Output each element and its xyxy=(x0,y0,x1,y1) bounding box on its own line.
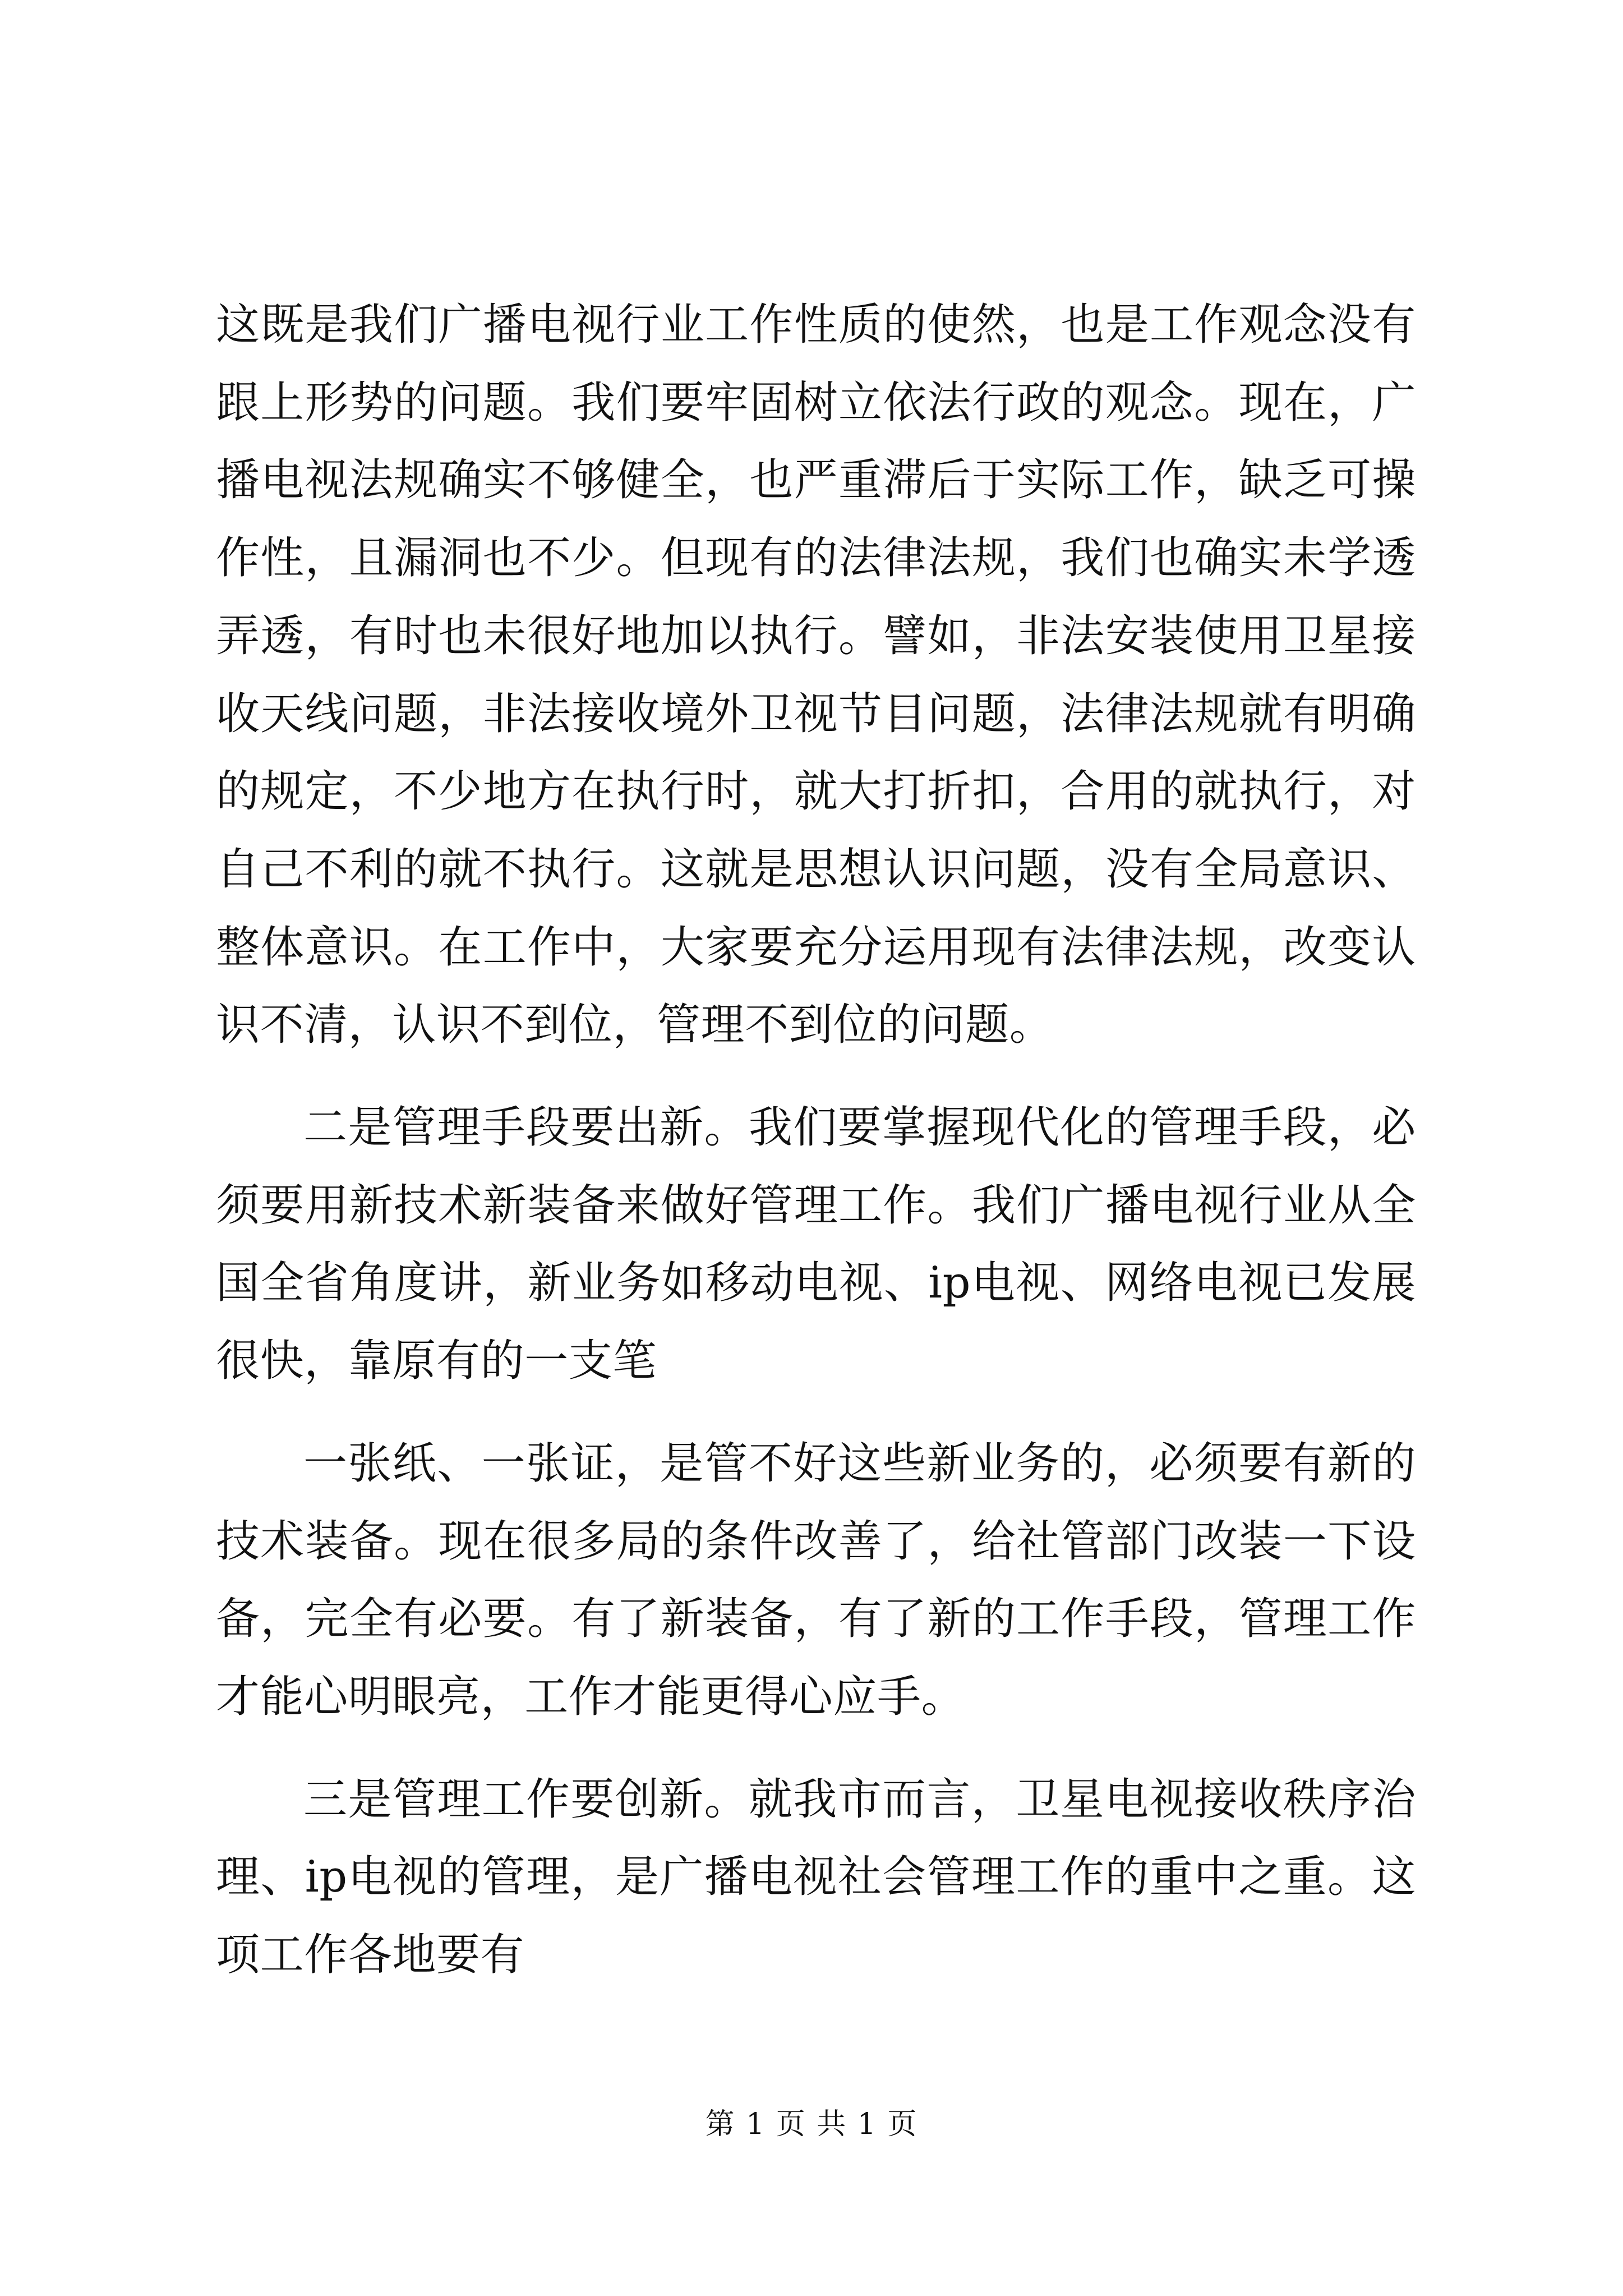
page-footer: 第 1 页 共 1 页 xyxy=(705,2108,918,2141)
paragraph-2: 二是管理手段要出新。我们要掌握现代化的管理手段，必须要用新技术新装备来做好管理工作。我们广播电视行业从全国全省角度讲，新业务如移动电视、ip电视、网络电视已发展很快，靠原有的一支笔 xyxy=(216,1102,1416,1387)
paragraph-3: 一张纸、一张证，是管不好这些新业务的，必须要有新的技术装备。现在很多局的条件改善了，给社管部门改装一下设备，完全有必要。有了新装备，有了新的工作手段，管理工作才能心明眼亮，工作才能更得心应手。 xyxy=(216,1438,1416,1722)
document-body xyxy=(216,286,1416,1994)
paragraph-4: 三是管理工作要创新。就我市而言，卫星电视接收秩序治理、ip电视的管理，是广播电视社会管理工作的重中之重。这项工作各地要有 xyxy=(216,1774,1416,1981)
paragraph-1: 这既是我们广播电视行业工作性质的使然，也是工作观念没有跟上形势的问题。我们要牢固树立依法行政的观念。现在，广播电视法规确实不够健全，也严重滞后于实际工作，缺乏可操作性，且漏洞也不少。但现有的法律法规，我们也确实未学透弄透，有时也未很好地加以执行。譬如，非法安装使用卫星接收天线问题，非法接收境外卫视节目问题，法律法规就有明确的规定，不少地方在执行时，就大打折扣，合用的就执行，对自己不利的就不执行。这就是思想认识问题，没有全局意识、整体意识。在工作中，大家要充分运用现有法律法规，改变认识不清，认识不到位，管理不到位的问题。 xyxy=(216,300,1416,1051)
